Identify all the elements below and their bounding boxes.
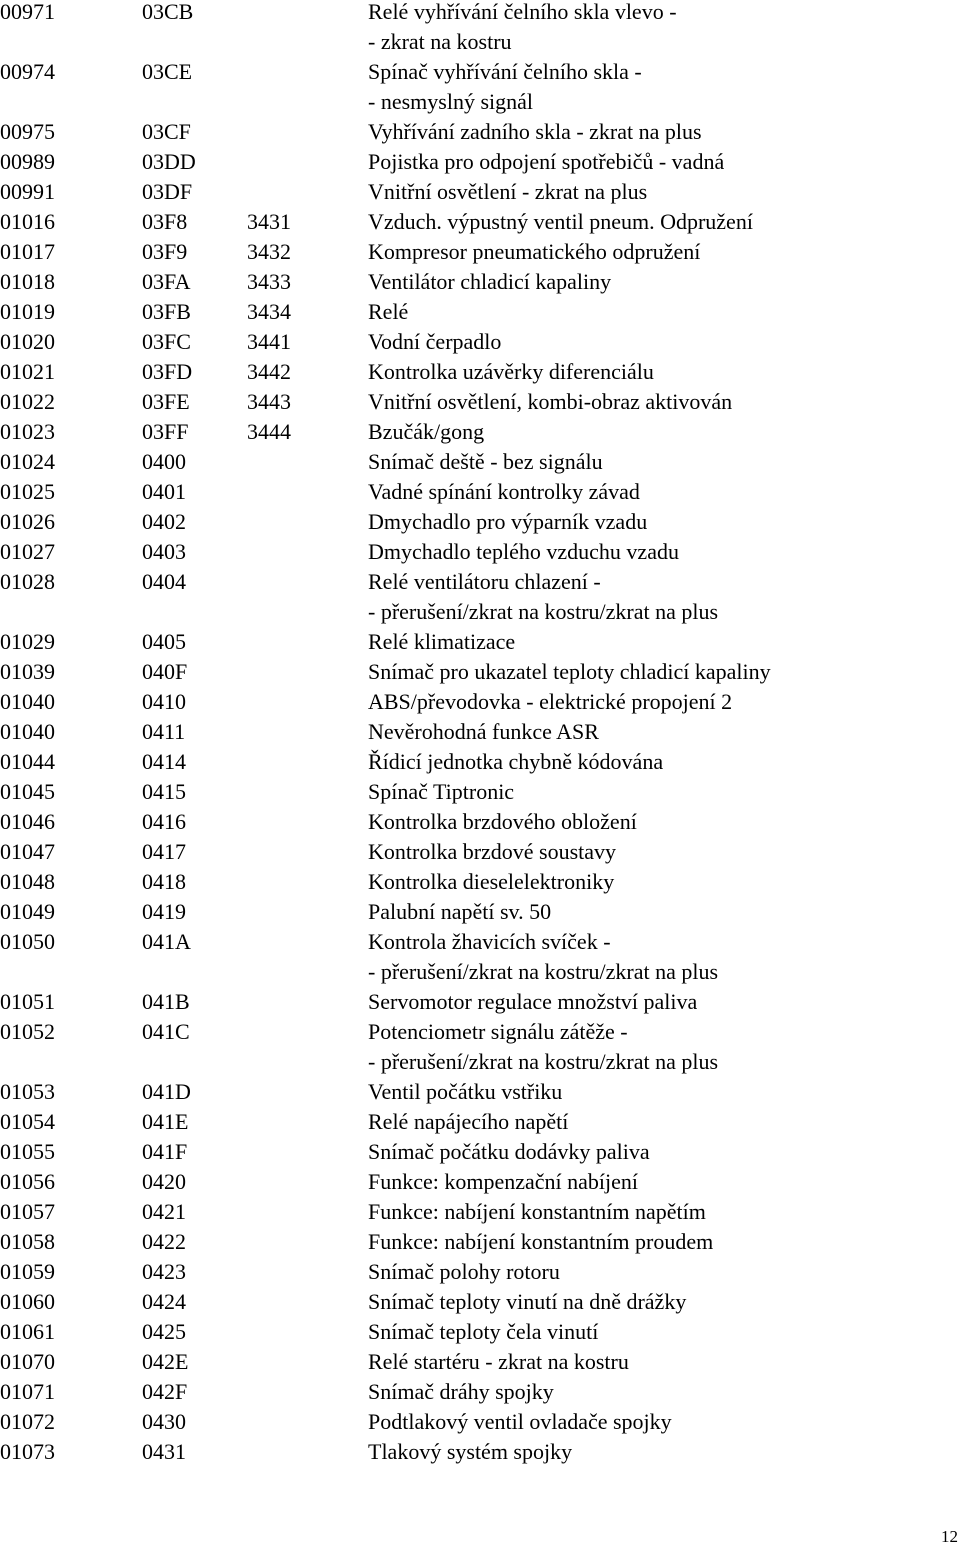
- table-row: [0, 1017, 960, 1047]
- table-row: [0, 1137, 960, 1167]
- table-row: [0, 537, 960, 567]
- vag-code: 01029: [0, 629, 55, 654]
- table-row: [0, 477, 960, 507]
- fault-description: Palubní napětí sv. 50: [368, 899, 552, 924]
- table-row: [0, 957, 960, 987]
- hex-code: 03CF: [142, 119, 191, 144]
- hex-code: 0417: [142, 839, 186, 864]
- vag-code: 01018: [0, 269, 55, 294]
- hex-code: 0405: [142, 629, 186, 654]
- table-row: [0, 1287, 960, 1317]
- hex-code: 0400: [142, 449, 186, 474]
- hex-code: 0420: [142, 1169, 186, 1194]
- vag-code: 00971: [0, 0, 55, 24]
- vag-code: 01024: [0, 449, 55, 474]
- vag-code: 01026: [0, 509, 55, 534]
- vag-code: 01057: [0, 1199, 55, 1224]
- hex-code: 03FE: [142, 389, 190, 414]
- vag-code: 01017: [0, 239, 55, 264]
- vag-code: 01045: [0, 779, 55, 804]
- table-row: [0, 1047, 960, 1077]
- table-row: [0, 297, 960, 327]
- fault-description: Funkce: nabíjení konstantním proudem: [368, 1229, 714, 1254]
- hex-code: 041E: [142, 1109, 189, 1134]
- vag-code: 01053: [0, 1079, 55, 1104]
- hex-code: 03DD: [142, 149, 196, 174]
- hex-code: 040F: [142, 659, 188, 684]
- hex-code: 03FD: [142, 359, 193, 384]
- table-row: [0, 1437, 960, 1467]
- vag-code: 01072: [0, 1409, 55, 1434]
- table-row: [0, 597, 960, 627]
- fault-description: Relé: [368, 299, 409, 324]
- hex-code: 0423: [142, 1259, 186, 1284]
- fault-description: Dmychadlo teplého vzduchu vzadu: [368, 539, 679, 564]
- hex-code: 0416: [142, 809, 186, 834]
- hex-code: 0421: [142, 1199, 186, 1224]
- page-number: 12: [941, 1527, 958, 1546]
- table-row: [0, 1317, 960, 1347]
- hex-code: 0430: [142, 1409, 186, 1434]
- fault-description: Řídicí jednotka chybně kódována: [368, 749, 664, 774]
- vag-code: 01040: [0, 719, 55, 744]
- table-row: [0, 717, 960, 747]
- hex-code: 0419: [142, 899, 186, 924]
- table-row: [0, 1167, 960, 1197]
- fault-description: Relé napájecího napětí: [368, 1109, 569, 1134]
- table-row: [0, 1377, 960, 1407]
- table-row: [0, 837, 960, 867]
- table-row: [0, 27, 960, 57]
- hex-code: 0402: [142, 509, 186, 534]
- hex-code: 0418: [142, 869, 186, 894]
- fault-description: Funkce: nabíjení konstantním napětím: [368, 1199, 706, 1224]
- table-row: [0, 1077, 960, 1107]
- fault-description: Servomotor regulace množství paliva: [368, 989, 698, 1014]
- table-row: [0, 57, 960, 87]
- obd-code: 3433: [247, 269, 291, 294]
- vag-code: 00989: [0, 149, 55, 174]
- vag-code: 01046: [0, 809, 55, 834]
- hex-code: 042E: [142, 1349, 189, 1374]
- fault-description: - zkrat na kostru: [368, 29, 512, 54]
- table-row: [0, 867, 960, 897]
- fault-description: Funkce: kompenzační nabíjení: [368, 1169, 639, 1194]
- obd-code: 3432: [247, 239, 291, 264]
- vag-code: 01019: [0, 299, 55, 324]
- fault-description: Relé ventilátoru chlazení -: [368, 569, 601, 594]
- vag-code: 01022: [0, 389, 55, 414]
- table-row: [0, 327, 960, 357]
- vag-code: 01055: [0, 1139, 55, 1164]
- table-row: [0, 1407, 960, 1437]
- hex-code: 03F8: [142, 209, 188, 234]
- fault-description: Spínač vyhřívání čelního skla -: [368, 59, 642, 84]
- fault-description: - přerušení/zkrat na kostru/zkrat na plus: [368, 959, 719, 984]
- hex-code: 0410: [142, 689, 186, 714]
- table-row: [0, 87, 960, 117]
- hex-code: 0422: [142, 1229, 186, 1254]
- fault-description: Spínač Tiptronic: [368, 779, 515, 804]
- vag-code: 01044: [0, 749, 55, 774]
- hex-code: 041D: [142, 1079, 191, 1104]
- vag-code: 00991: [0, 179, 55, 204]
- fault-description: Kontrolka brzdového obložení: [368, 809, 637, 834]
- table-row: [0, 987, 960, 1017]
- fault-description: Kompresor pneumatického odpružení: [368, 239, 701, 264]
- vag-code: 01061: [0, 1319, 55, 1344]
- hex-code: 0424: [142, 1289, 186, 1314]
- vag-code: 00975: [0, 119, 55, 144]
- vag-code: 01060: [0, 1289, 55, 1314]
- vag-code: 01052: [0, 1019, 55, 1044]
- obd-code: 3441: [247, 329, 291, 354]
- hex-code: 0403: [142, 539, 186, 564]
- hex-code: 0431: [142, 1439, 186, 1464]
- hex-code: 041A: [142, 929, 191, 954]
- fault-description: Kontrola žhavicích svíček -: [368, 929, 611, 954]
- fault-description: Snímač teploty čela vinutí: [368, 1319, 599, 1344]
- fault-description: Relé klimatizace: [368, 629, 516, 654]
- vag-code: 01039: [0, 659, 55, 684]
- fault-description: - přerušení/zkrat na kostru/zkrat na plus: [368, 1049, 719, 1074]
- hex-code: 041B: [142, 989, 190, 1014]
- obd-code: 3444: [247, 419, 291, 444]
- table-row: [0, 447, 960, 477]
- hex-code: 03F9: [142, 239, 188, 264]
- fault-description: Podtlakový ventil ovladače spojky: [368, 1409, 672, 1434]
- table-row: [0, 927, 960, 957]
- hex-code: 041F: [142, 1139, 188, 1164]
- table-row: [0, 357, 960, 387]
- table-row: [0, 507, 960, 537]
- hex-code: 0411: [142, 719, 186, 744]
- fault-description: Snímač polohy rotoru: [368, 1259, 560, 1284]
- vag-code: 01020: [0, 329, 55, 354]
- hex-code: 03FA: [142, 269, 191, 294]
- table-row: [0, 657, 960, 687]
- hex-code: 03FF: [142, 419, 189, 444]
- fault-description: ABS/převodovka - elektrické propojení 2: [368, 689, 733, 714]
- fault-description: Snímač počátku dodávky paliva: [368, 1139, 650, 1164]
- table-row: [0, 267, 960, 297]
- hex-code: 03DF: [142, 179, 193, 204]
- table-row: [0, 237, 960, 267]
- fault-description: Vodní čerpadlo: [368, 329, 502, 354]
- fault-description: Tlakový systém spojky: [368, 1439, 573, 1464]
- fault-description: Kontrolka uzávěrky diferenciálu: [368, 359, 654, 384]
- table-row: [0, 207, 960, 237]
- table-row: [0, 627, 960, 657]
- vag-code: 01027: [0, 539, 55, 564]
- fault-description: Vadné spínání kontrolky závad: [368, 479, 640, 504]
- vag-code: 01073: [0, 1439, 55, 1464]
- hex-code: 0415: [142, 779, 186, 804]
- fault-description: Vnitřní osvětlení, kombi-obraz aktivován: [368, 389, 733, 414]
- fault-description: - nesmyslný signál: [368, 89, 533, 114]
- table-row: [0, 0, 960, 27]
- fault-description: Kontrolka brzdové soustavy: [368, 839, 617, 864]
- table-row: [0, 1227, 960, 1257]
- table-row: [0, 177, 960, 207]
- fault-description: Pojistka pro odpojení spotřebičů - vadná: [368, 149, 725, 174]
- fault-description: Snímač dráhy spojky: [368, 1379, 554, 1404]
- obd-code: 3443: [247, 389, 291, 414]
- obd-code: 3434: [247, 299, 291, 324]
- vag-code: 01050: [0, 929, 55, 954]
- vag-code: 01016: [0, 209, 55, 234]
- table-row: [0, 1257, 960, 1287]
- fault-description: Vzduch. výpustný ventil pneum. Odpružení: [368, 209, 753, 234]
- hex-code: 03FB: [142, 299, 191, 324]
- fault-description: Bzučák/gong: [368, 419, 485, 444]
- hex-code: 03CB: [142, 0, 194, 24]
- hex-code: 03CE: [142, 59, 193, 84]
- vag-code: 01054: [0, 1109, 55, 1134]
- vag-code: 01048: [0, 869, 55, 894]
- vag-code: 01070: [0, 1349, 55, 1374]
- hex-code: 0425: [142, 1319, 186, 1344]
- vag-code: 01047: [0, 839, 55, 864]
- fault-description: Ventilátor chladicí kapaliny: [368, 269, 612, 294]
- table-row: [0, 1347, 960, 1377]
- hex-code: 0404: [142, 569, 186, 594]
- vag-code: 01071: [0, 1379, 55, 1404]
- table-row: [0, 747, 960, 777]
- fault-description: Snímač pro ukazatel teploty chladicí kapaliny: [368, 659, 771, 684]
- vag-code: 01025: [0, 479, 55, 504]
- fault-description: Vyhřívání zadního skla - zkrat na plus: [368, 119, 702, 144]
- table-row: [0, 897, 960, 927]
- fault-description: Kontrolka dieselelektroniky: [368, 869, 615, 894]
- vag-code: 00974: [0, 59, 55, 84]
- vag-code: 01056: [0, 1169, 55, 1194]
- fault-description: Dmychadlo pro výparník vzadu: [368, 509, 648, 534]
- fault-description: - přerušení/zkrat na kostru/zkrat na plus: [368, 599, 719, 624]
- table-row: [0, 777, 960, 807]
- hex-code: 041C: [142, 1019, 190, 1044]
- hex-code: 03FC: [142, 329, 191, 354]
- vag-code: 01059: [0, 1259, 55, 1284]
- vag-code: 01028: [0, 569, 55, 594]
- vag-code: 01040: [0, 689, 55, 714]
- fault-description: Snímač teploty vinutí na dně drážky: [368, 1289, 687, 1314]
- fault-description: Ventil počátku vstřiku: [368, 1079, 563, 1104]
- table-row: [0, 1107, 960, 1137]
- table-row: [0, 117, 960, 147]
- hex-code: 0401: [142, 479, 186, 504]
- vag-code: 01049: [0, 899, 55, 924]
- fault-description: Nevěrohodná funkce ASR: [368, 719, 599, 744]
- fault-description: Vnitřní osvětlení - zkrat na plus: [368, 179, 648, 204]
- hex-code: 0414: [142, 749, 186, 774]
- hex-code: 042F: [142, 1379, 188, 1404]
- fault-description: Snímač deště - bez signálu: [368, 449, 603, 474]
- table-row: [0, 147, 960, 177]
- obd-code: 3442: [247, 359, 291, 384]
- table-row: [0, 387, 960, 417]
- table-row: [0, 417, 960, 447]
- fault-description: Relé vyhřívání čelního skla vlevo -: [368, 0, 677, 24]
- table-row: [0, 1197, 960, 1227]
- vag-code: 01021: [0, 359, 55, 384]
- vag-code: 01051: [0, 989, 55, 1014]
- table-row: [0, 687, 960, 717]
- vag-code: 01058: [0, 1229, 55, 1254]
- table-row: [0, 807, 960, 837]
- obd-code: 3431: [247, 209, 291, 234]
- fault-description: Relé startéru - zkrat na kostru: [368, 1349, 629, 1374]
- table-row: [0, 567, 960, 597]
- vag-code: 01023: [0, 419, 55, 444]
- fault-description: Potenciometr signálu zátěže -: [368, 1019, 628, 1044]
